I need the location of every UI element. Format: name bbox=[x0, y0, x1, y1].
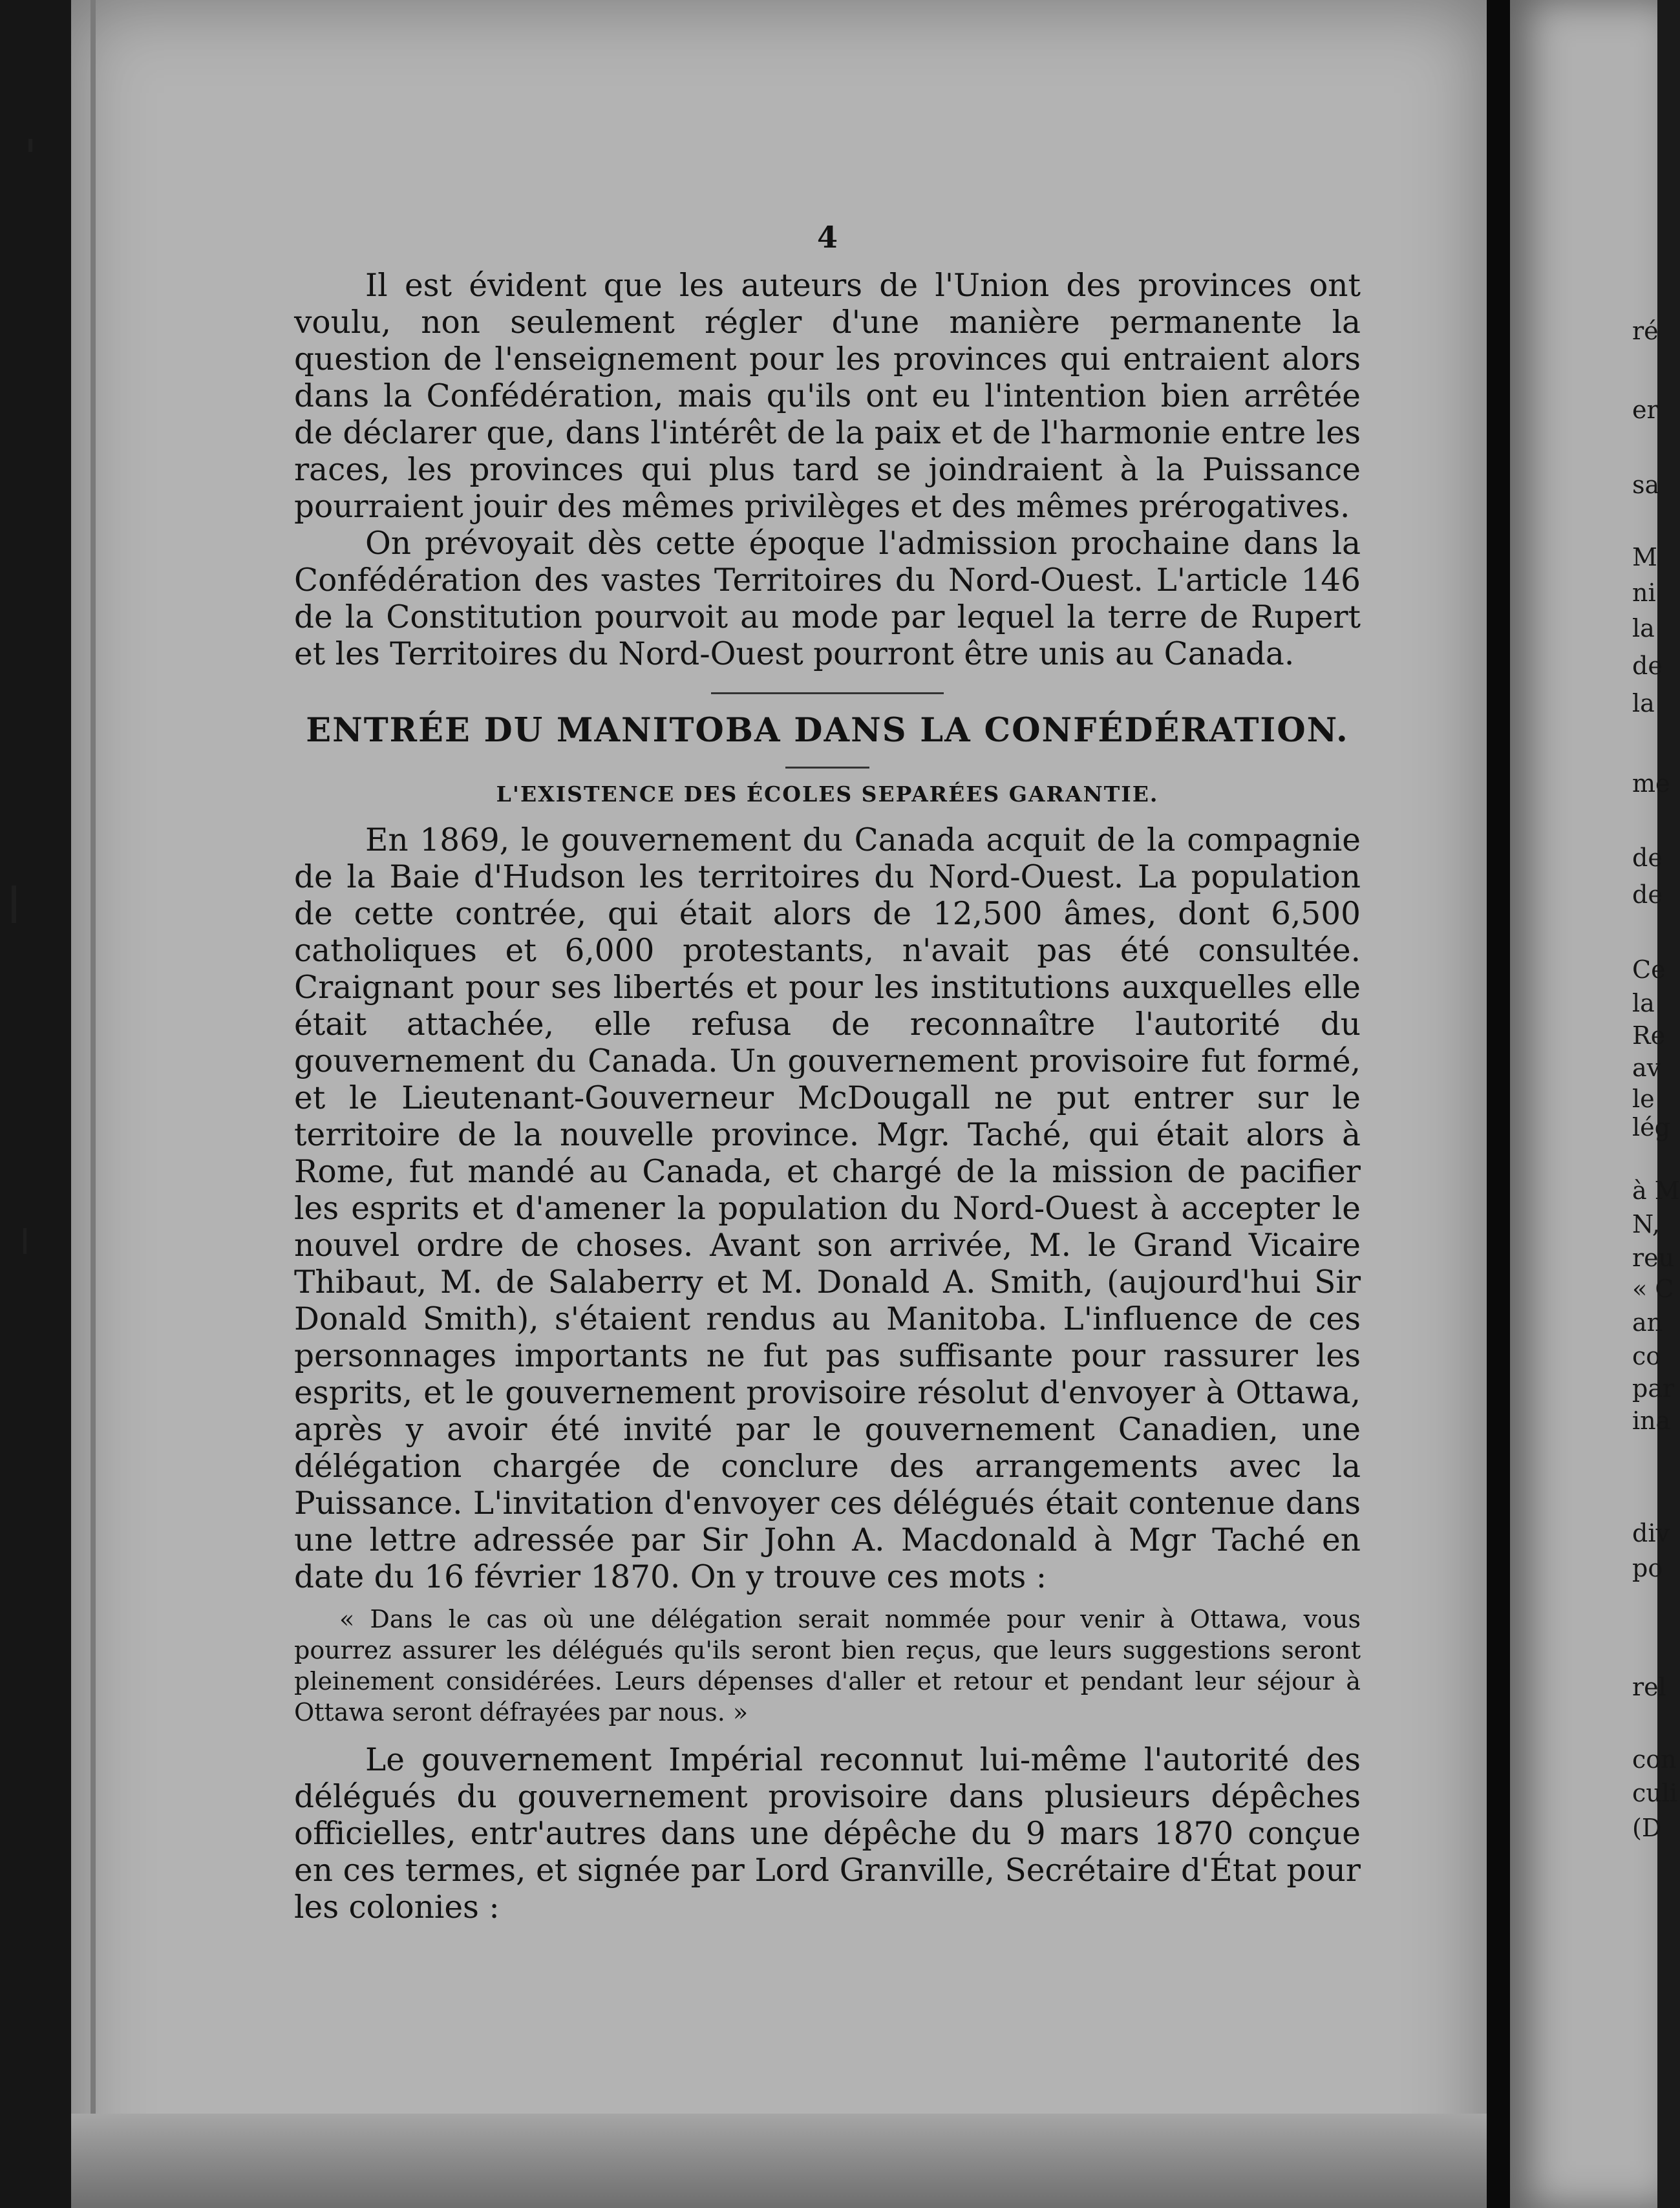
right-page-fragment: rel bbox=[1632, 1673, 1666, 1701]
right-page-fragment: de bbox=[1632, 880, 1663, 909]
right-page-fragment: Re bbox=[1632, 1021, 1666, 1050]
right-page-fragment: Ce bbox=[1632, 955, 1666, 984]
right-page-fragment: la bbox=[1632, 989, 1655, 1017]
right-page-fragment: reu bbox=[1632, 1244, 1675, 1272]
page-text-column bbox=[294, 220, 1361, 1926]
right-page-fragment: M bbox=[1632, 543, 1657, 571]
page-bottom-edge bbox=[71, 2114, 1487, 2208]
paragraph: Le gouvernement Impérial reconnut lui-même l'autorité des délégués du gouvernement provisoire dans plusieurs dépêches officielles, entr'autres dans une dépêche du 9 mars 1870 conçue en ces termes, et signée par Lord Granville, Secrétaire d'État pour les colonies : bbox=[294, 1742, 1361, 1926]
right-page-fragment: de bbox=[1632, 844, 1663, 872]
right-page-fragment: par bbox=[1632, 1374, 1675, 1403]
paragraph: On prévoyait dès cette époque l'admission prochaine dans la Confédération des vastes Territoires du Nord-Ouest. L'article 146 de la Constitution pourvoit au mode par lequel la terre de Rupert et les Territoires du Nord-Ouest pourront être unis au Canada. bbox=[294, 525, 1361, 672]
scan-blemish bbox=[12, 886, 16, 923]
section-heading: ENTRÉE DU MANITOBA DANS LA CONFÉDÉRATION. bbox=[306, 711, 1349, 750]
right-page-fragment: culi bbox=[1632, 1779, 1678, 1807]
paragraph: En 1869, le gouvernement du Canada acquit de la compagnie de la Baie d'Hudson les territoires du Nord-Ouest. La population de cette contrée, qui était alors de 12,500 âmes, dont 6,500 catholiques et 6,000 protestants, n'avait pas été consultée. Craignant pour ses libertés et pour les institutions auxquelles elle était attachée, elle refusa de reconnaître l'autorité du gouvernement du Canada. Un gouvernement provisoire fut formé, et le Lieutenant-Gouverneur McDougall ne put entrer sur le territoire de la nouvelle province. Mgr. Taché, qui était alors à Rome, fut mandé au Canada, et chargé de la mission de pacifier les esprits et d'amener la population du Nord-Ouest à accepter le nouvel ordre de choses. Avant son arrivée, M. le Grand Vicaire Thibaut, M. de Salaberry et M. Donald A. Smith, (aujourd'hui Sir Donald Smith), s'étaient rendus au Manitoba. L'influence de ces personnages importants ne fut pas suffisante pour rassurer les esprits, et le gouvernement provisoire résolut d'envoyer à Ottawa, après y avoir été invité par le gouvernement Canadien, une délégation chargée de conclure des arrangements avec la Puissance. L'invitation d'envoyer ces délégués était contenue dans une lettre adressée par Sir John A. Macdonald à Mgr Taché en date du 16 février 1870. On y trouve ces mots : bbox=[294, 822, 1361, 1595]
right-page-fragment: la bbox=[1632, 689, 1655, 717]
right-page-fragment: ina bbox=[1632, 1407, 1671, 1435]
right-page-fragment: ni bbox=[1632, 579, 1656, 607]
section-divider bbox=[711, 692, 944, 694]
right-page-fragment: div bbox=[1632, 1519, 1670, 1547]
scan-blemish bbox=[23, 1228, 27, 1254]
right-page-fragment: po bbox=[1632, 1554, 1663, 1582]
right-page-fragment: con bbox=[1632, 1745, 1677, 1774]
scan-blemish bbox=[28, 139, 32, 152]
right-page-fragment: ré bbox=[1632, 317, 1659, 345]
right-page-fragment: sa bbox=[1632, 471, 1660, 499]
heading-divider bbox=[785, 767, 869, 769]
paragraph: Il est évident que les auteurs de l'Union des provinces ont voulu, non seulement régler d'une manière permanente la question de l'enseignement pour les provinces qui entraient alors dans la Confédération, mais qu'ils ont eu l'intention bien arrêtée de déclarer que, dans l'intérêt de la paix et de l'harmonie entre les races, les provinces qui plus tard se joindraient à la Puissance pourraient jouir des mêmes privilèges et des mêmes prérogatives. bbox=[294, 268, 1361, 525]
right-page-fragment: er bbox=[1632, 396, 1659, 424]
right-page-fragment: me bbox=[1632, 769, 1670, 798]
page-edge-line bbox=[90, 0, 96, 2208]
right-page-fragment: N, bbox=[1632, 1210, 1660, 1238]
right-page-fragment: (D bbox=[1632, 1814, 1662, 1842]
right-page-fragment: lég bbox=[1632, 1113, 1670, 1141]
right-page-fragment: « C bbox=[1632, 1275, 1674, 1303]
right-page-fragment: de bbox=[1632, 652, 1663, 680]
right-page-fragment: an bbox=[1632, 1308, 1663, 1337]
block-quote: « Dans le cas où une délégation serait nommée pour venir à Ottawa, vous pourrez assurer les délégués qu'ils seront bien reçus, que leurs suggestions seront pleinement considérées. Leurs dépenses d'aller et retour et pendant leur séjour à Ottawa seront défrayées par nous. » bbox=[294, 1605, 1361, 1726]
right-page-fragment: la bbox=[1632, 614, 1655, 642]
book-gutter bbox=[1487, 0, 1510, 2208]
right-page-fragment: à M bbox=[1632, 1176, 1680, 1205]
right-page-fragment: le bbox=[1632, 1085, 1655, 1113]
page-number: 4 bbox=[816, 220, 838, 255]
right-page-fragment: av bbox=[1632, 1054, 1661, 1082]
sub-heading: L'EXISTENCE DES ÉCOLES SEPARÉES GARANTIE. bbox=[496, 781, 1159, 807]
right-page-fragment: co bbox=[1632, 1342, 1661, 1370]
